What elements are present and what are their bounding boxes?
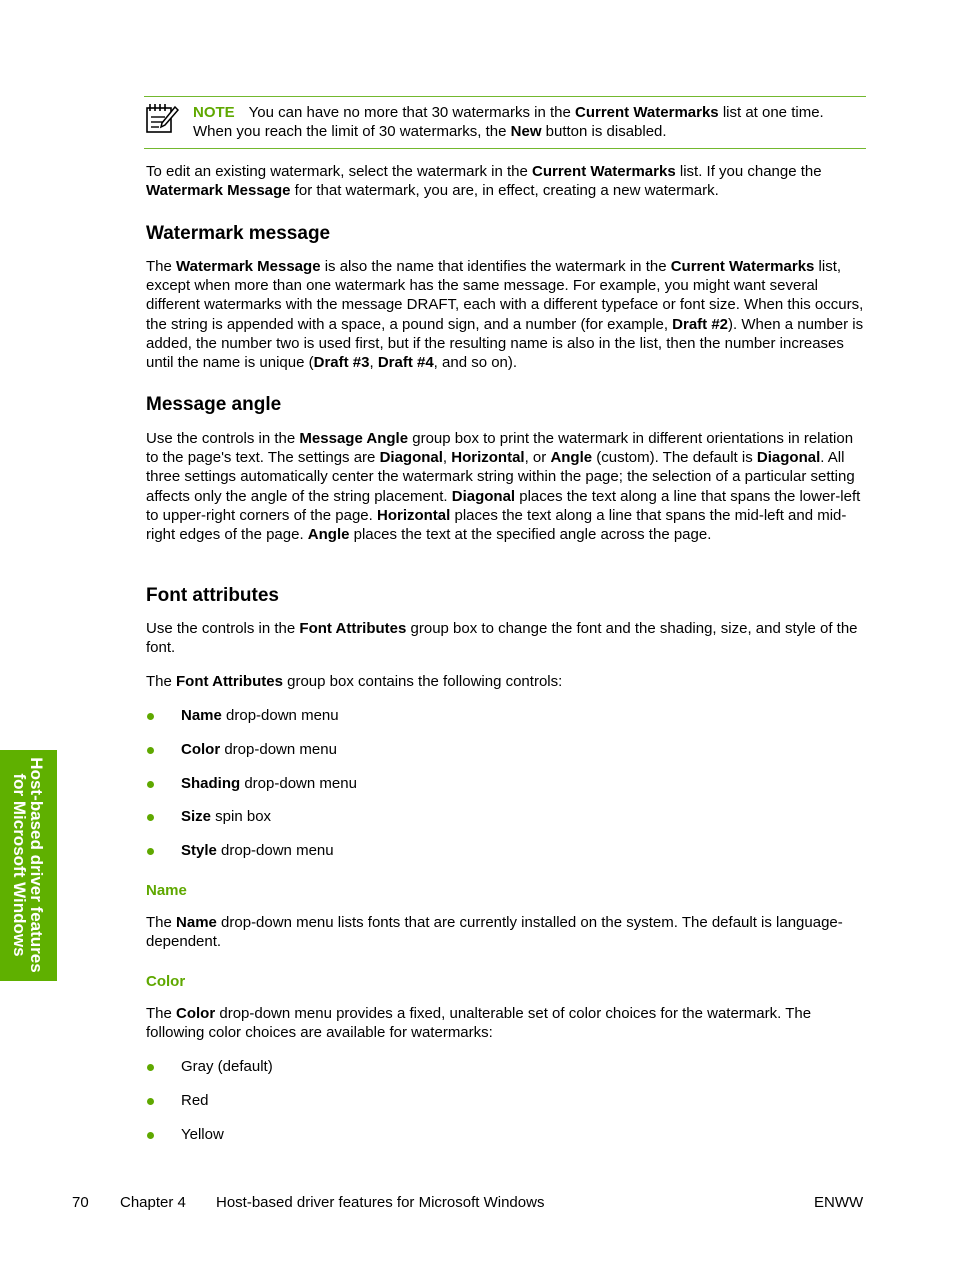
- watermark-message-heading: Watermark message: [146, 223, 331, 244]
- watermark-message-paragraph: The Watermark Message is also the name that identifies the watermark in the Current Watermarks list, except when more than one watermark has the same message. For example, you might want several different watermarks with the message DRAFT, each with a different typeface or font size. When this occurs, the string is appended with a space, a pound sign, and a number (for example, Draft #2). When a number is added, the number two is used first, but if the resulting name is also in the list, then the number increases until the name is unique (Draft #3, Draft #4, and so on).: [146, 258, 864, 372]
- bullet-icon: [147, 747, 154, 754]
- note-pad-icon: [145, 103, 179, 133]
- footer-page-number: 70: [72, 1194, 89, 1211]
- footer-chapter: Chapter 4: [120, 1194, 186, 1211]
- font-attributes-paragraph: Use the controls in the Font Attributes group box to change the font and the shading, size, and style of the font.: [146, 620, 858, 657]
- bullet-icon: [147, 1098, 154, 1105]
- font-attributes-heading: Font attributes: [146, 585, 279, 606]
- color-subheading: Color: [146, 973, 186, 990]
- intro-paragraph: To edit an existing watermark, select the watermark in the Current Watermarks list. If you change the Watermark Message for that watermark, you are, in effect, creating a new watermark.: [146, 163, 822, 200]
- list-item: Gray (default): [146, 1057, 868, 1091]
- font-controls-list: [146, 706, 868, 875]
- footer-chapter-title: Host-based driver features for Microsoft Windows: [216, 1194, 545, 1211]
- message-angle-paragraph: Use the controls in the Message Angle group box to print the watermark in different orientations in relation to the page's text. The settings are Diagonal, Horizontal, or Angle (custom). The default is Diagonal. All three settings automatically center the watermark string within the page; the selection of a particular setting affects only the angle of the string placement. Diagonal places the text along a line that spans the lower-left to upper-right corners of the page. Horizontal places the text along a line that spans the mid-left and mid-right edges of the page. Angle places the text at the specified angle across the page.: [146, 430, 861, 544]
- footer-code: ENWW: [814, 1194, 864, 1211]
- color-choices-list: [146, 1057, 868, 1158]
- list-item: Red: [146, 1091, 868, 1125]
- list-item: Yellow: [146, 1125, 868, 1159]
- message-angle-heading: Message angle: [146, 394, 282, 415]
- list-item: Style drop-down menu: [146, 841, 868, 875]
- list-item: Shading drop-down menu: [146, 774, 868, 808]
- font-attributes-controls-intro: The Font Attributes group box contains the following controls:: [146, 673, 563, 690]
- note-box: [144, 96, 866, 149]
- color-paragraph: The Color drop-down menu provides a fixed, unalterable set of color choices for the watermark. The following color choices are available for watermarks:: [146, 1005, 812, 1042]
- chapter-side-tab: [0, 750, 57, 981]
- bullet-icon: [147, 814, 154, 821]
- name-subheading: Name: [146, 882, 187, 899]
- bullet-icon: [147, 848, 154, 855]
- list-item: Size spin box: [146, 807, 868, 841]
- side-tab-label: Host-based driver features for Microsoft Windows: [10, 757, 46, 973]
- bullet-icon: [147, 1132, 154, 1139]
- list-item: Color drop-down menu: [146, 740, 868, 774]
- bullet-icon: [147, 781, 154, 788]
- note-label: NOTE: [193, 104, 235, 121]
- name-paragraph: The Name drop-down menu lists fonts that are currently installed on the system. The default is language-dependent.: [146, 914, 843, 951]
- bullet-icon: [147, 1064, 154, 1071]
- bullet-icon: [147, 713, 154, 720]
- note-text: NOTE You can have no more that 30 watermarks in the Current Watermarks list at one time. When you reach the limit of 30 watermarks, the New button is disabled.: [193, 104, 824, 141]
- list-item: Name drop-down menu: [146, 706, 868, 740]
